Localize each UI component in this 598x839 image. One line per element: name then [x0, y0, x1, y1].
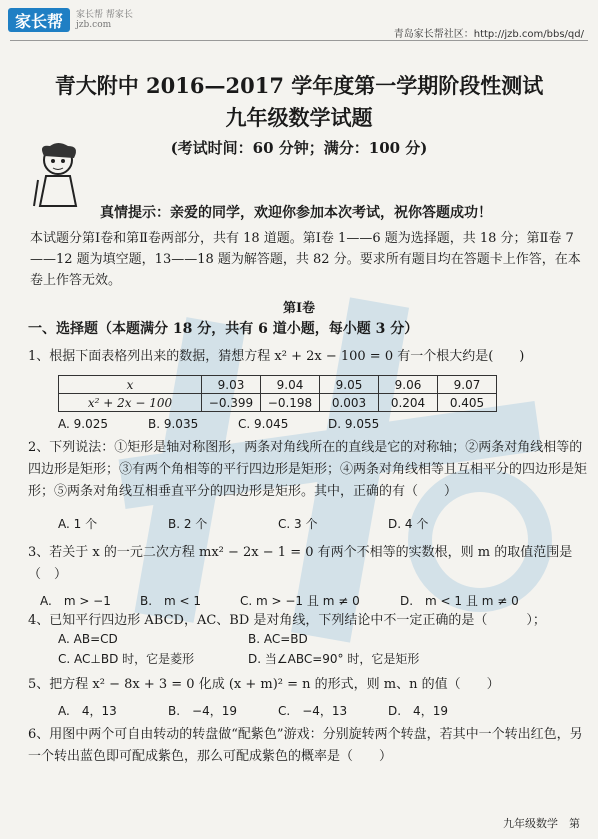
- table-cell: 9.05: [320, 376, 379, 394]
- table-cell: 9.07: [438, 376, 497, 394]
- q5-options: [58, 702, 498, 719]
- question-6-stem: 6、用图中两个可自由转动的转盘做“配紫色”游戏：分别旋转两个转盘，若其中一个转出红色，另一个转出蓝色即可配成紫色，那么可配成紫色的概率是（ ）: [28, 727, 583, 764]
- option-b: B. 9.035: [148, 417, 199, 431]
- exam-title: 青大附中 2016—2017 学年度第一学期阶段性测试: [54, 73, 544, 98]
- table-header-f: x² + 2x − 100: [59, 394, 202, 412]
- cartoon-girl-icon: [28, 140, 88, 210]
- q3-options: [40, 592, 550, 609]
- logo-slogan-block: [76, 10, 133, 30]
- q1-options: [58, 417, 418, 431]
- header-divider: [10, 40, 588, 41]
- question-3-stem: 3、若关于 x 的一元二次方程 mx² − 2x − 1 = 0 有两个不相等的实数根，则 m 的取值范围是（ ）: [28, 545, 573, 582]
- q4-options-row2: [58, 650, 508, 667]
- option-d: D. 9.055: [328, 417, 380, 431]
- option-a: A. AB=CD: [58, 632, 118, 646]
- option-c: C. m > −1 且 m ≠ 0: [240, 594, 360, 608]
- option-a: A. 4，13: [58, 704, 117, 718]
- option-b: B. m < 1: [140, 594, 202, 608]
- q1-data-table: [58, 375, 497, 412]
- option-a: A. 9.025: [58, 417, 108, 431]
- question-1-stem: 1、根据下面表格列出来的数据，猜想方程 x² + 2x − 100 = 0 有一个根大约是( ): [28, 349, 525, 364]
- intro-paragraph: 本试题分第Ⅰ卷和第Ⅱ卷两部分，共有 18 道题。第Ⅰ卷 1——6 题为选择题，共 18 分；第Ⅱ卷 7——12 题为填空题，13——18 题为解答题，共 82 分。要求所有题目均在答题卡上作答，在本卷上作答无效。: [30, 231, 581, 288]
- table-row-f: [59, 394, 497, 412]
- option-a: A. m > −1: [40, 594, 111, 608]
- brand-header: [8, 8, 133, 32]
- part-heading: 一、选择题（本题满分 18 分，共有 6 道小题，每小题 3 分）: [28, 321, 419, 337]
- option-a: A. 1 个: [58, 517, 98, 531]
- table-cell: 9.03: [202, 376, 261, 394]
- table-cell: 9.06: [379, 376, 438, 394]
- option-c: C. −4，13: [278, 704, 348, 718]
- option-d: D. 4，19: [388, 704, 448, 718]
- q4-options-row1: [58, 632, 438, 646]
- table-cell: 0.003: [320, 394, 379, 412]
- section-label: 第Ⅰ卷: [282, 301, 316, 316]
- question-2-stem: 2、下列说法：①矩形是轴对称图形，两条对角线所在的直线是它的对称轴；②两条对角线相等的四边形是矩形；③有两个角相等的平行四边形是矩形；④两条对角线相等且互相平分的四边形是矩形；⑤两条对角线互相垂直平分的四边形是矩形。其中，正确的有（ ）: [28, 440, 588, 499]
- table-cell: −0.399: [202, 394, 261, 412]
- question-4-stem: 4、已知平行四边形 ABCD，AC、BD 是对角线，下列结论中不一定正确的是（ ）；: [28, 613, 546, 628]
- option-d: D. m < 1 且 m ≠ 0: [400, 594, 519, 608]
- exam-subtitle: 九年级数学试题: [225, 105, 373, 130]
- option-c: C. 9.045: [238, 417, 289, 431]
- encouragement-tips: 真情提示：亲爱的同学，欢迎你参加本次考试，祝你答题成功！: [100, 205, 492, 221]
- q2-options: [58, 515, 498, 532]
- logo-domain: jzb.com: [76, 20, 112, 30]
- table-row-x: [59, 376, 497, 394]
- logo-slogan: 家长帮 帮家长: [76, 10, 133, 20]
- table-cell: 0.405: [438, 394, 497, 412]
- table-cell: 0.204: [379, 394, 438, 412]
- site-url: 青岛家长帮社区：http://jzb.com/bbs/qd/: [393, 29, 584, 40]
- table-cell: −0.198: [261, 394, 320, 412]
- table-cell: 9.04: [261, 376, 320, 394]
- page-footer: 九年级数学 第: [503, 817, 580, 830]
- option-d: D. 4 个: [388, 517, 429, 531]
- option-b: B. −4，19: [168, 704, 238, 718]
- exam-time-info: (考试时间：60 分钟；满分：100 分): [170, 139, 428, 157]
- option-b: B. 2 个: [168, 517, 208, 531]
- jzb-logo: 家长帮: [8, 8, 70, 32]
- option-c: C. AC⊥BD 时，它是菱形: [58, 652, 195, 666]
- question-5-stem: 5、把方程 x² − 8x + 3 = 0 化成 (x + m)² = n 的形式，则 m、n 的值（ ）: [28, 677, 500, 692]
- option-c: C. 3 个: [278, 517, 318, 531]
- table-header-x: x: [59, 376, 202, 394]
- option-d: D. 当∠ABC=90° 时，它是矩形: [248, 652, 420, 666]
- option-b: B. AC=BD: [248, 632, 308, 646]
